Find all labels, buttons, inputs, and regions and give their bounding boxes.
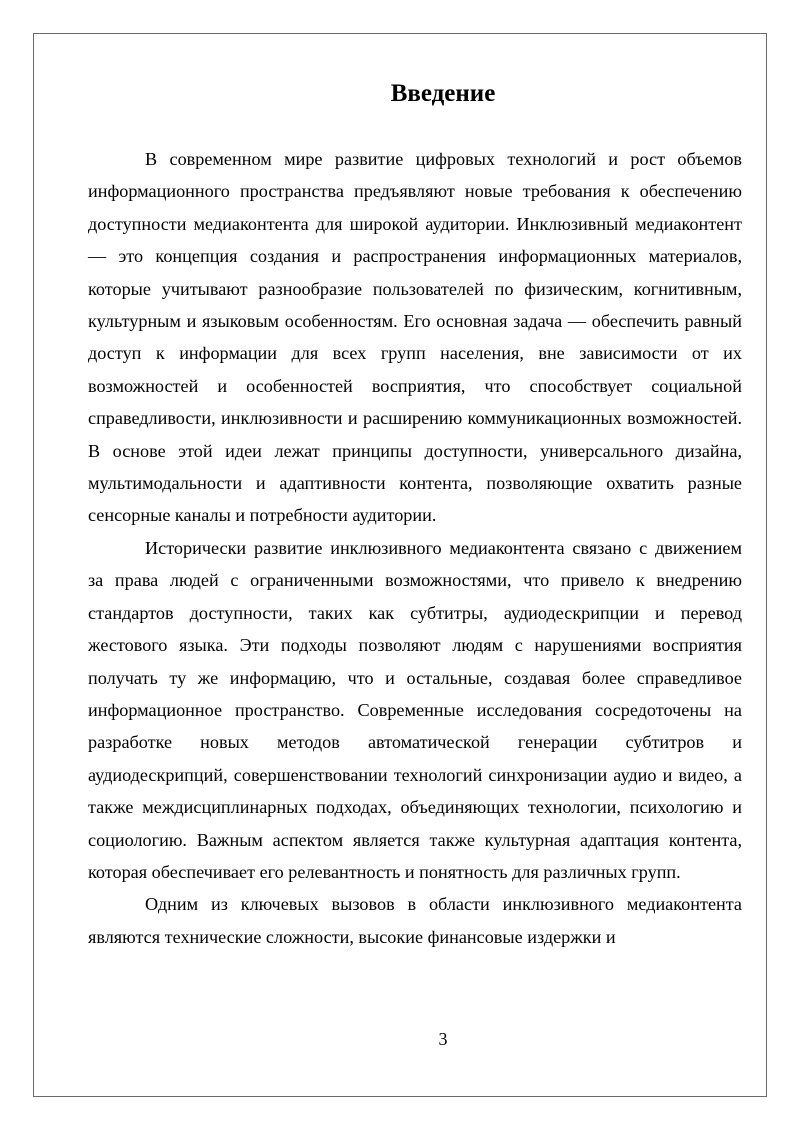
page-number: 3 (438, 1029, 448, 1049)
document-body (88, 143, 742, 953)
page-title: Введение (390, 80, 496, 107)
paragraph-2: Исторически развитие инклюзивного медиаконтента связано с движением за права людей с ограниченными возможностями, что привело к внедрению стандартов доступности, таких как субтитры, аудиодескрипции и перевод жестового языка. Эти подходы позволяют людям с нарушениями восприятия получать ту же информацию, что и остальные, создавая более справедливое информационное пространство. Современные исследования сосредоточены на разработке новых методов автоматической генерации субтитров и аудиодескрипций, совершенствовании технологий синхронизации аудио и видео, а также междисциплинарных подходах, объединяющих технологии, психологию и социологию. Важным аспектом является также культурная адаптация контента, которая обеспечивает его релевантность и понятность для различных групп. (88, 537, 742, 882)
paragraph-3: Одним из ключевых вызовов в области инклюзивного медиаконтента являются технические сложности, высокие финансовые издержки и (88, 894, 742, 947)
paragraph-1: В современном мире развитие цифровых технологий и рост объемов информационного пространства предъявляют новые требования к обеспечению доступности медиаконтента для широкой аудитории. Инклюзивный медиаконтент — это концепция создания и распространения информационных материалов, которые учитывают разнообразие пользователей по физическим, когнитивным, культурным и языковым особенностям. Его основная задача — обеспечить равный доступ к информации для всех групп населения, вне зависимости от их возможностей и особенностей восприятия, что способствует социальной справедливости, инклюзивности и расширению коммуникационных возможностей. В основе этой идеи лежат принципы доступности, универсального дизайна, мультимодальности и адаптивности контента, позволяющие охватить разные сенсорные каналы и потребности аудитории. (88, 149, 742, 526)
